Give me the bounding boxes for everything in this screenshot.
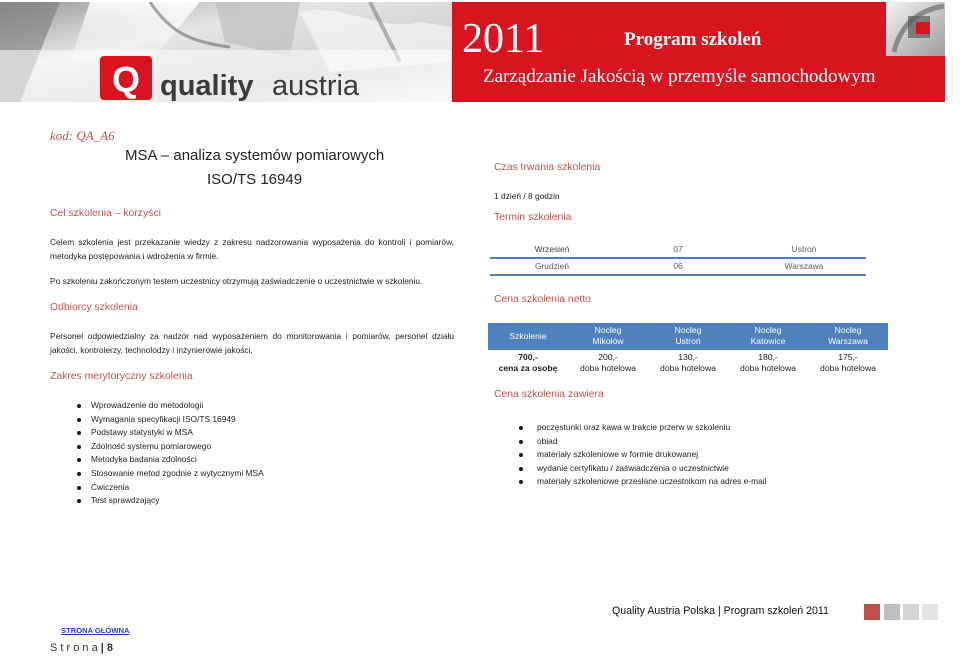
date-day: 06 [673,261,683,271]
includes-heading: Cena szkolenia zawiera [494,389,604,400]
date-day: 07 [673,244,683,254]
duration-heading: Czas trwania szkolenia [494,162,601,173]
list-item-text: Wymagania specyfikacji ISO/TS 16949 [91,413,236,424]
price-amount: 180,- [758,352,778,362]
dates-heading: Termin szkolenia [494,212,572,223]
bullet-icon [77,445,81,449]
price-cell [568,350,648,376]
column-header-line2: Ustroń [675,336,701,346]
page-number-value: | 8 [100,642,114,654]
date-month: Wrzesień [534,244,570,254]
page-label: S t r o n a [50,642,98,654]
audience-line: jakości, kontrolerzy, technolodzy i inżynierowie jakości. [50,345,253,355]
scope-heading: Zakres merytoryczny szkolenia [50,371,193,382]
goal-heading: Cel szkolenia – korzyści [50,208,161,219]
svg-text:Q: Q [111,59,141,100]
list-item-text: poczęstunki oraz kawa w trakcie przerw w szkoleniu [537,422,731,432]
svg-text:austria: austria [272,70,360,102]
price-cell [488,350,568,376]
column-header-line2: Mikołów [592,336,624,346]
list-item-text: Wprowadzenie do metodologii [91,400,204,410]
list-item-text: Test sprawdzający [91,495,160,506]
table-row [488,349,888,376]
page-header [0,2,945,102]
header-program-title: Program szkoleń [624,29,762,50]
bullet-icon [77,472,81,476]
column-header-line1: Nocleg [594,325,622,335]
bullet-icon [77,499,81,503]
price-cell [648,350,728,376]
bullet-icon [77,418,81,422]
list-item-text: Metodyka badania zdolności [91,454,197,465]
home-link[interactable]: STRONA GŁÓWNA [61,626,130,635]
list-item-text: materiały szkoleniowe przesłane uczestnikom na adres e-mail [537,476,767,487]
header-corner-image [886,2,945,56]
bullet-icon [77,486,81,490]
price-unit: cena za osobę [498,363,558,373]
list-item-text: Stosowanie metod zgodnie z wytycznymi MSA [91,467,264,478]
goal-line: metodyka postępowania i wdrożenia w firmie. [50,251,219,261]
price-table-header [488,323,888,349]
bullet-icon [77,404,81,408]
list-item-text: wydanie certyfikatu / zaświadczenia o uczestnictwie [537,462,729,473]
price-cell [808,350,888,376]
price-unit: doba hotelowa [660,363,716,373]
column-header-line2: Katowice [750,336,786,346]
bullet-icon [519,453,523,457]
footer-square-grey [884,604,900,620]
list-item-text: obiad [537,435,558,446]
bullet-icon [519,440,523,444]
bullet-icon [519,467,523,471]
price-amount: 200,- [598,352,618,362]
header-subtitle: Zarządzanie Jakością w przemyśle samochodowym [483,66,876,87]
list-item-text: Ćwiczenia [91,481,130,492]
audience-line: Personel odpowiedzialny za nadzór nad wyposażeniem do monitorowania i pomiarów, personel działu [50,331,454,341]
price-amount: 130,- [678,352,698,362]
footer-square-red [864,604,880,620]
goal-line: Celem szkolenia jest przekazanie wiedzy z zakresu nadzorowania wyposażenia do kontroli i pomiarów, [50,237,454,247]
certificate-text: Po szkoleniu zakończonym testem uczestnicy otrzymują zaświadczenie o uczestnictwie w szkoleniu. [50,276,423,286]
price-column-header [568,323,648,349]
course-standard: ISO/TS 16949 [207,171,303,188]
price-column-header [488,323,568,349]
footer-square-grey [903,604,919,620]
list-item-text: Zdolność systemu pomiarowego [91,440,212,451]
date-month: Grudzień [535,261,569,271]
svg-text:quality: quality [160,70,254,102]
date-place: Warszawa [784,261,824,271]
list-item-text: materiały szkoleniowe w formie drukowanej [537,449,699,460]
price-heading: Cena szkolenia netto [494,294,592,305]
table-row [490,242,866,259]
header-year: 2011 [462,16,545,62]
footer-brand: Quality Austria Polska | Program szkoleń 2011 [612,605,829,617]
bullet-icon [77,431,81,435]
dates-table [490,242,866,276]
column-header-line2: Warszawa [828,336,868,346]
goal-paragraph [50,235,454,263]
column-header-line1: Szkolenie [509,330,547,341]
table-row [490,259,866,276]
price-table [488,323,888,376]
price-column-header [728,323,808,349]
list-item-text: Podstawy statystyki w MSA [91,427,193,438]
page-number [50,641,113,655]
column-header-line1: Nocleg [674,325,702,335]
bullet-icon [519,426,523,430]
footer-square-grey [922,604,938,620]
date-place: Ustroń [791,244,817,254]
course-code: kod: QA_A6 [50,128,115,143]
column-header-line1: Nocleg [754,325,782,335]
price-unit: doba hotelowa [820,363,876,373]
price-column-header [648,323,728,349]
header-photo-collage [0,2,452,102]
bullet-icon [77,458,81,462]
bullet-icon [519,480,523,484]
column-header-line1: Nocleg [834,325,862,335]
price-unit: doba hotelowa [580,363,636,373]
course-title: MSA – analiza systemów pomiarowych [125,147,385,164]
audience-heading: Odbiorcy szkolenia [50,302,138,313]
price-amount: 700,- [518,352,538,362]
price-cell [728,350,808,376]
audience-paragraph [50,329,454,357]
price-column-header [808,323,888,349]
price-amount: 175,- [838,352,858,362]
price-unit: doba hotelowa [740,363,796,373]
duration-text: 1 dzień / 8 godzin [494,191,560,201]
